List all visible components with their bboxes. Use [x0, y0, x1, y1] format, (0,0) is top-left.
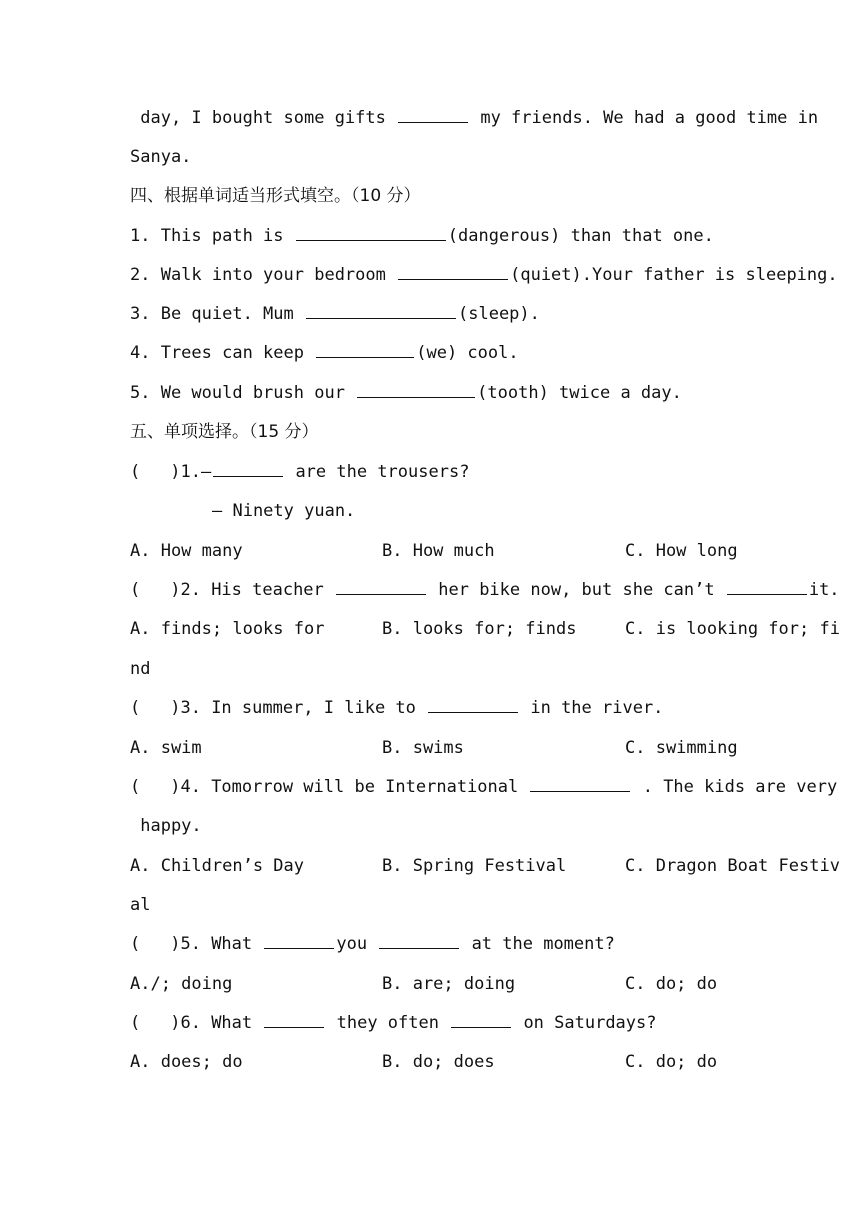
fill-item-2 — [130, 264, 838, 286]
item-text: 1. This path is — [130, 226, 294, 246]
question-2 — [130, 579, 840, 601]
item-text: 5. We would brush our — [130, 383, 356, 403]
question-text: )1.— — [170, 462, 212, 482]
blank[interactable] — [296, 226, 446, 241]
blank[interactable] — [316, 343, 414, 358]
paren-open: ( — [130, 777, 141, 797]
section-5-heading: 五、单项选择。（15 分） — [130, 422, 319, 442]
blank[interactable] — [530, 777, 630, 792]
paren-open: ( — [130, 698, 141, 718]
question-text: at the moment? — [461, 934, 615, 954]
fill-item-3 — [130, 303, 540, 325]
carryover-text-b: my friends. We had a good time in — [470, 108, 819, 128]
blank[interactable] — [451, 1013, 511, 1028]
paren-open: ( — [130, 934, 141, 954]
option-a[interactable]: A. does; do — [130, 1052, 243, 1072]
blank[interactable] — [398, 108, 468, 123]
carryover-text-a: day, I bought some gifts — [130, 108, 397, 128]
question-text: in the river. — [520, 698, 664, 718]
option-a[interactable]: A. finds; looks for — [130, 619, 325, 639]
question-text: . The kids are very — [632, 777, 838, 797]
question-6-options — [130, 1051, 830, 1073]
question-text: are the trousers? — [285, 462, 470, 482]
fill-item-1 — [130, 225, 714, 247]
section-4-heading: 四、根据单词适当形式填空。（10 分） — [130, 186, 421, 206]
paren-open: ( — [130, 580, 141, 600]
question-text: they often — [326, 1013, 450, 1033]
option-b[interactable]: B. How much — [382, 541, 495, 561]
carryover-line-2 — [130, 146, 191, 168]
item-text: (tooth) twice a day. — [477, 383, 682, 403]
question-4-wrap: happy. — [130, 816, 202, 836]
question-text: on Saturdays? — [513, 1013, 657, 1033]
question-text: you — [336, 934, 378, 954]
paren-open: ( — [130, 462, 141, 482]
option-b[interactable]: B. looks for; finds — [382, 619, 577, 639]
question-2-options-wrap: nd — [130, 659, 151, 679]
option-b[interactable]: B. swims — [382, 738, 464, 758]
option-a[interactable]: A. How many — [130, 541, 243, 561]
blank[interactable] — [727, 580, 807, 595]
item-text: 2. Walk into your bedroom — [130, 265, 397, 285]
question-1-answer: — Ninety yuan. — [212, 501, 356, 521]
blank[interactable] — [213, 462, 283, 477]
option-c[interactable]: C. do; do — [625, 1052, 718, 1072]
item-text: 4. Trees can keep — [130, 343, 315, 363]
question-3 — [130, 697, 663, 719]
question-text: )5. What — [170, 934, 263, 954]
question-text: it. — [808, 580, 840, 600]
question-1 — [130, 461, 469, 483]
carryover-text-c: Sanya. — [130, 147, 192, 167]
carryover-line-1 — [130, 107, 818, 129]
question-text: )4. Tomorrow will be International — [170, 777, 529, 797]
paren-open: ( — [130, 1013, 141, 1033]
question-text: )3. In summer, I like to — [170, 698, 427, 718]
option-c[interactable]: C. Dragon Boat Festiv — [625, 856, 840, 876]
fill-item-5 — [130, 382, 682, 404]
option-c[interactable]: C. How long — [625, 541, 738, 561]
option-b[interactable]: B. Spring Festival — [382, 856, 567, 876]
question-text: her bike now, but she can’t — [428, 580, 725, 600]
blank[interactable] — [398, 265, 508, 280]
blank[interactable] — [379, 934, 459, 949]
option-a[interactable]: A./; doing — [130, 974, 233, 994]
option-c[interactable]: C. do; do — [625, 974, 718, 994]
blank[interactable] — [428, 698, 518, 713]
question-5-options — [130, 973, 830, 995]
question-2-options — [130, 618, 840, 640]
blank[interactable] — [336, 580, 426, 595]
question-text: )2. His teacher — [170, 580, 335, 600]
option-c[interactable]: C. swimming — [625, 738, 738, 758]
question-text: )6. What — [170, 1013, 263, 1033]
question-3-options — [130, 737, 830, 759]
blank[interactable] — [264, 934, 334, 949]
item-text: 3. Be quiet. Mum — [130, 304, 304, 324]
option-b[interactable]: B. are; doing — [382, 974, 516, 994]
question-5 — [130, 933, 615, 955]
question-1-options — [130, 540, 830, 562]
item-text: (quiet).Your father is sleeping. — [510, 265, 838, 285]
option-c[interactable]: C. is looking for; fi — [625, 619, 840, 639]
blank[interactable] — [306, 304, 456, 319]
item-text: (sleep). — [458, 304, 540, 324]
option-a[interactable]: A. Children’s Day — [130, 856, 304, 876]
item-text: (we) cool. — [416, 343, 519, 363]
question-4-options-wrap: al — [130, 895, 151, 915]
question-4 — [130, 776, 837, 798]
question-6 — [130, 1012, 657, 1034]
option-a[interactable]: A. swim — [130, 738, 202, 758]
blank[interactable] — [264, 1013, 324, 1028]
question-4-options — [130, 855, 840, 877]
blank[interactable] — [357, 383, 475, 398]
fill-item-4 — [130, 342, 519, 364]
option-b[interactable]: B. do; does — [382, 1052, 495, 1072]
item-text: (dangerous) than that one. — [447, 226, 714, 246]
